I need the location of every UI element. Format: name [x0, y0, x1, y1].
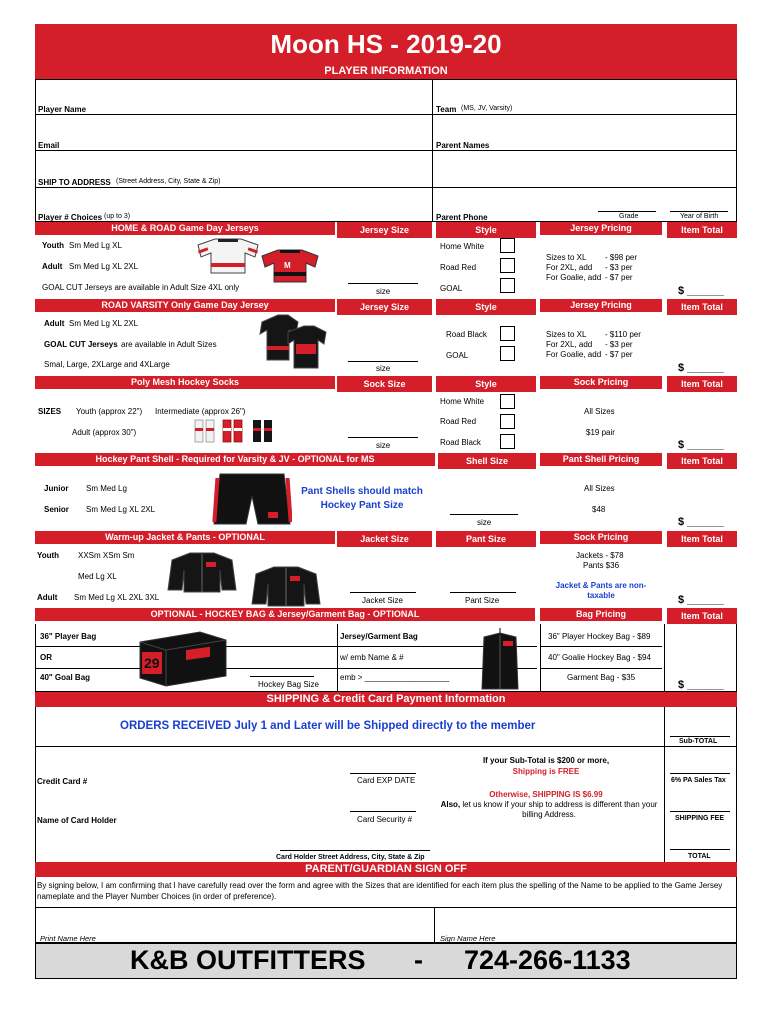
- jacket-size-caption: Jacket Size: [362, 596, 403, 605]
- warmup-jacket-image-2: [250, 564, 322, 608]
- home-road-style-header: Style: [436, 222, 536, 238]
- sales-tax-field[interactable]: [670, 773, 730, 774]
- socks-youth: Youth (approx 22"): [76, 407, 143, 416]
- player-bag-label: 36" Player Bag: [40, 632, 97, 641]
- varsity-goal-checkbox[interactable]: [500, 346, 515, 361]
- sock-road-red-checkbox[interactable]: [500, 414, 515, 429]
- goal-bag-label: 40" Goal Bag: [40, 673, 91, 682]
- signoff-bar: PARENT/GUARDIAN SIGN OFF: [35, 862, 737, 877]
- home-white-checkbox[interactable]: [500, 238, 515, 253]
- price-sizes-to-xl: Sizes to XL: [546, 253, 587, 262]
- varsity-price-2xl: For 2XL, add: [546, 340, 593, 349]
- senior-sizes: Sm Med Lg XL 2XL: [86, 505, 156, 514]
- varsity-jersey-size-field[interactable]: [348, 361, 418, 362]
- home-road-jersey-size-header: Jersey Size: [337, 222, 432, 238]
- price-sizes-to-xl-value: - $98 per: [605, 253, 638, 262]
- sock-style-header: Style: [436, 376, 536, 392]
- socks-sizes-label: SIZES: [38, 407, 62, 416]
- bag-pricing-header: Bag Pricing: [540, 608, 662, 621]
- sock-road-red-label: Road Red: [440, 417, 477, 426]
- youth-sizes: Sm Med Lg XL: [69, 241, 122, 250]
- warmup-dollar[interactable]: $ ______: [678, 594, 724, 606]
- road-varsity-jersey-size-header: Jersey Size: [337, 299, 432, 315]
- sock-price: $19 pair: [586, 428, 615, 437]
- home-road-item-total-header: Item Total: [667, 222, 737, 238]
- varsity-price-2xl-value: - $3 per: [605, 340, 633, 349]
- email-label: Email: [38, 141, 60, 150]
- road-varsity-pricing-header: Jersey Pricing: [540, 299, 662, 312]
- pants-bar: Hockey Pant Shell - Required for Varsity & JV - OPTIONAL for MS: [35, 453, 435, 466]
- free-shipping-line-2: Shipping is FREE: [512, 767, 580, 776]
- card-holder-address-label: Card Holder Street Address, City, State & Zip: [276, 854, 425, 861]
- card-exp-label: Card EXP DATE: [357, 776, 416, 785]
- pant-shell-size-field[interactable]: [450, 514, 518, 515]
- garment-bag-price: Garment Bag - $35: [567, 673, 636, 682]
- signoff-text: By signing below, I am confirming that I have carefully read over the form and agree with the Sizes that are identified for each item plus the spelling of the Name to be applied to the Game Jersey nameplate and the Player Number Choices (in order of preference).: [37, 881, 723, 901]
- parent-names-label: Parent Names: [436, 141, 490, 150]
- jacket-size-field[interactable]: [350, 592, 416, 593]
- parent-phone-label: Parent Phone: [436, 213, 488, 222]
- footer-dash: -: [414, 945, 423, 975]
- bags-dollar[interactable]: $ ______: [678, 679, 724, 691]
- warmup-pant-size-header: Pant Size: [436, 531, 536, 547]
- sock-size-header: Sock Size: [337, 376, 432, 392]
- sign-name-label: Sign Name Here: [440, 934, 496, 943]
- sock-size-field[interactable]: [348, 437, 418, 438]
- shipping-bar: SHIPPING & Credit Card Payment Information: [35, 692, 737, 707]
- bag-or-label: OR: [40, 653, 52, 662]
- sock-road-black-label: Road Black: [440, 438, 481, 447]
- number-choices-label: Player # Choices: [38, 213, 103, 222]
- hockey-bag-size-field[interactable]: [250, 676, 314, 677]
- free-shipping-line-1: If your Sub-Total is $200 or more,: [482, 756, 610, 765]
- warmup-youth-sizes-2: Med Lg XL: [78, 572, 117, 581]
- page-title-bar: [35, 24, 737, 64]
- orders-shipping-notice: ORDERS RECEIVED July 1 and Later will be Shipped directly to the member: [120, 720, 536, 732]
- garment-bag-label: Jersey/Garment Bag: [340, 632, 418, 641]
- sales-tax-label: 6% PA Sales Tax: [671, 777, 726, 784]
- varsity-goal-label: GOAL: [446, 351, 469, 360]
- youth-label: Youth: [42, 241, 65, 250]
- emb-name-label: w/ emb Name & #: [340, 653, 404, 662]
- varsity-size-caption: size: [376, 364, 391, 373]
- jersey-size-field[interactable]: [348, 283, 418, 284]
- road-red-label: Road Red: [440, 263, 477, 272]
- card-exp-field[interactable]: [350, 773, 416, 774]
- footer-company: K&B OUTFITTERS: [130, 945, 366, 975]
- road-varsity-style-header: Style: [436, 299, 536, 315]
- card-holder-field[interactable]: [37, 796, 337, 814]
- warmup-pant-size-caption: Pant Size: [465, 596, 500, 605]
- warmup-item-total-header: Item Total: [667, 531, 737, 547]
- print-name-field[interactable]: [37, 909, 431, 932]
- price-goalie: For Goalie, add: [546, 273, 602, 282]
- home-road-dollar[interactable]: $ ______: [678, 285, 724, 297]
- bag-item-total-header: Item Total: [667, 608, 737, 624]
- team-label: Team: [436, 105, 457, 114]
- card-holder-label: Name of Card Holder: [37, 816, 117, 825]
- bags-bar: OPTIONAL - HOCKEY BAG & Jersey/Garment Bag - OPTIONAL: [35, 608, 535, 621]
- warmup-jacket-image-1: [166, 550, 238, 594]
- pant-price: $48: [592, 505, 606, 514]
- varsity-goal-cut-label: GOAL CUT Jerseys: [44, 340, 118, 349]
- warmup-youth-label: Youth: [37, 551, 60, 560]
- sock-road-black-checkbox[interactable]: [500, 434, 515, 449]
- socks-adult: Adult (approx 30"): [72, 428, 137, 437]
- warmup-pant-price: Pants $36: [583, 561, 620, 570]
- hockey-bag-image: [130, 628, 230, 688]
- subtotal-field[interactable]: [670, 736, 730, 737]
- svg-text:M: M: [284, 261, 291, 270]
- card-holder-address-field[interactable]: [280, 850, 430, 851]
- road-red-jersey-image: [258, 248, 322, 284]
- subtotal-label: Sub-TOTAL: [679, 738, 718, 745]
- otherwise-shipping: Otherwise, SHIPPING IS $6.99: [489, 790, 603, 799]
- price-2xl-value: - $3 per: [605, 263, 633, 272]
- pant-shell-size-caption: size: [477, 518, 492, 527]
- warmup-adult-sizes: Sm Med Lg XL 2XL 3XL: [74, 593, 160, 602]
- player-name-field[interactable]: [38, 80, 428, 104]
- sock-home-white-checkbox[interactable]: [500, 394, 515, 409]
- goal-label: GOAL: [440, 284, 463, 293]
- jersey-size-caption: size: [376, 287, 391, 296]
- pant-shell-pricing-header: Pant Shell Pricing: [540, 453, 662, 466]
- varsity-adult-sizes: Sm Med Lg XL 2XL: [69, 319, 139, 328]
- goal-cut-note: GOAL CUT Jerseys are available in Adult Size 4XL only: [42, 283, 240, 292]
- home-white-label: Home White: [440, 242, 485, 251]
- jacket-price: Jackets - $78: [576, 551, 624, 560]
- varsity-goal-sizes: Smal, Large, 2XLarge and 4XLarge: [44, 360, 170, 369]
- warmup-adult-label: Adult: [37, 593, 58, 602]
- credit-card-label: Credit Card #: [37, 777, 88, 786]
- warmup-pant-size-field[interactable]: [450, 592, 516, 593]
- goalie-bag-price: 40" Goalie Hockey Bag - $94: [548, 653, 651, 662]
- number-choices-hint: (up to 3): [104, 213, 131, 220]
- hockey-bag-size-caption: Hockey Bag Size: [258, 680, 319, 689]
- team-hint: (MS, JV, Varsity): [461, 105, 513, 112]
- varsity-price-sizes-to-xl: Sizes to XL: [546, 330, 587, 339]
- varsity-price-goalie: For Goalie, add: [546, 350, 602, 359]
- road-black-checkbox[interactable]: [500, 326, 515, 341]
- pant-item-total-header: Item Total: [667, 453, 737, 469]
- goal-checkbox[interactable]: [500, 278, 515, 293]
- home-white-jersey-image: [193, 237, 263, 275]
- warmup-youth-sizes-1: XXSm XSm Sm: [78, 551, 135, 560]
- svg-text:29: 29: [144, 655, 160, 671]
- sock-item-total-header: Item Total: [667, 376, 737, 392]
- page-title: Moon HS - 2019-20: [270, 29, 502, 59]
- socks-image: [193, 418, 283, 446]
- yob-label: Year of Birth: [680, 213, 719, 220]
- varsity-goal-cut-rest: are available in Adult Sizes: [121, 340, 217, 349]
- road-red-checkbox[interactable]: [500, 258, 515, 273]
- ship-address-note-text: let us know if your ship to address is different than your billing Address.: [462, 800, 658, 819]
- road-black-jersey-image: [258, 312, 328, 370]
- ship-address-note: [436, 800, 662, 820]
- grade-label: Grade: [619, 213, 639, 220]
- road-varsity-dollar[interactable]: $ ______: [678, 362, 724, 374]
- sock-pricing-header: Sock Pricing: [540, 376, 662, 389]
- emb-field[interactable]: emb > ___________________: [340, 673, 450, 682]
- total-field[interactable]: [670, 849, 730, 850]
- shipping-fee-field[interactable]: [670, 811, 730, 812]
- adult-label: Adult: [42, 262, 63, 271]
- pant-all-sizes: All Sizes: [584, 484, 615, 493]
- warmup-bar: Warm-up Jacket & Pants - OPTIONAL: [35, 531, 335, 544]
- sock-home-white-label: Home White: [440, 397, 485, 406]
- total-label: TOTAL: [688, 853, 711, 860]
- varsity-adult-label: Adult: [44, 319, 65, 328]
- varsity-price-goalie-value: - $7 per: [605, 350, 633, 359]
- socks-dollar[interactable]: $ ______: [678, 439, 724, 451]
- jacket-size-header: Jacket Size: [337, 531, 432, 547]
- footer-bar: [35, 943, 737, 979]
- socks-intermediate: Intermediate (approx 26"): [155, 407, 246, 416]
- home-road-bar: HOME & ROAD Game Day Jerseys: [35, 222, 335, 235]
- player-name-label: Player Name: [38, 105, 87, 114]
- player-bag-price: 36" Player Hockey Bag - $89: [548, 632, 651, 641]
- credit-card-field[interactable]: [37, 758, 337, 776]
- road-varsity-bar: ROAD VARSITY Only Game Day Jersey: [35, 299, 335, 312]
- card-security-field[interactable]: [350, 811, 416, 812]
- shell-size-header: Shell Size: [438, 453, 536, 469]
- varsity-price-sizes-to-xl-value: - $110 per: [605, 330, 641, 339]
- sign-name-field[interactable]: [436, 909, 734, 932]
- footer-phone: 724-266-1133: [464, 945, 631, 975]
- socks-bar: Poly Mesh Hockey Socks: [35, 376, 335, 389]
- price-2xl: For 2XL, add: [546, 263, 593, 272]
- player-info-bar: PLAYER INFORMATION: [35, 64, 737, 79]
- pant-shell-image: [212, 470, 292, 528]
- print-name-label: Print Name Here: [40, 934, 96, 943]
- warmup-pricing-header: Sock Pricing: [540, 531, 662, 544]
- sock-size-caption: size: [376, 441, 391, 450]
- adult-sizes: Sm Med Lg XL 2XL: [69, 262, 139, 271]
- price-goalie-value: - $7 per: [605, 273, 633, 282]
- senior-label: Senior: [44, 505, 69, 514]
- home-road-pricing-header: Jersey Pricing: [540, 222, 662, 235]
- ship-to-hint: (Street Address, City, State & Zip): [116, 178, 221, 185]
- junior-sizes: Sm Med Lg: [86, 484, 127, 493]
- shipping-fee-label: SHIPPING FEE: [675, 815, 725, 822]
- junior-label: Junior: [44, 484, 69, 493]
- garment-bag-image: [480, 627, 520, 691]
- pant-shell-note: Pant Shells should match Hockey Pant Size: [301, 486, 423, 511]
- ship-address-note-also: Also,: [440, 800, 461, 809]
- warmup-non-taxable-note: Jacket & Pants are non-taxable: [555, 581, 647, 600]
- road-black-label: Road Black: [446, 330, 487, 339]
- sock-all-sizes: All Sizes: [584, 407, 615, 416]
- pants-dollar[interactable]: $ ______: [678, 516, 724, 528]
- road-varsity-item-total-header: Item Total: [667, 299, 737, 315]
- card-security-label: Card Security #: [357, 815, 413, 824]
- ship-to-label: SHIP TO ADDRESS: [38, 178, 111, 187]
